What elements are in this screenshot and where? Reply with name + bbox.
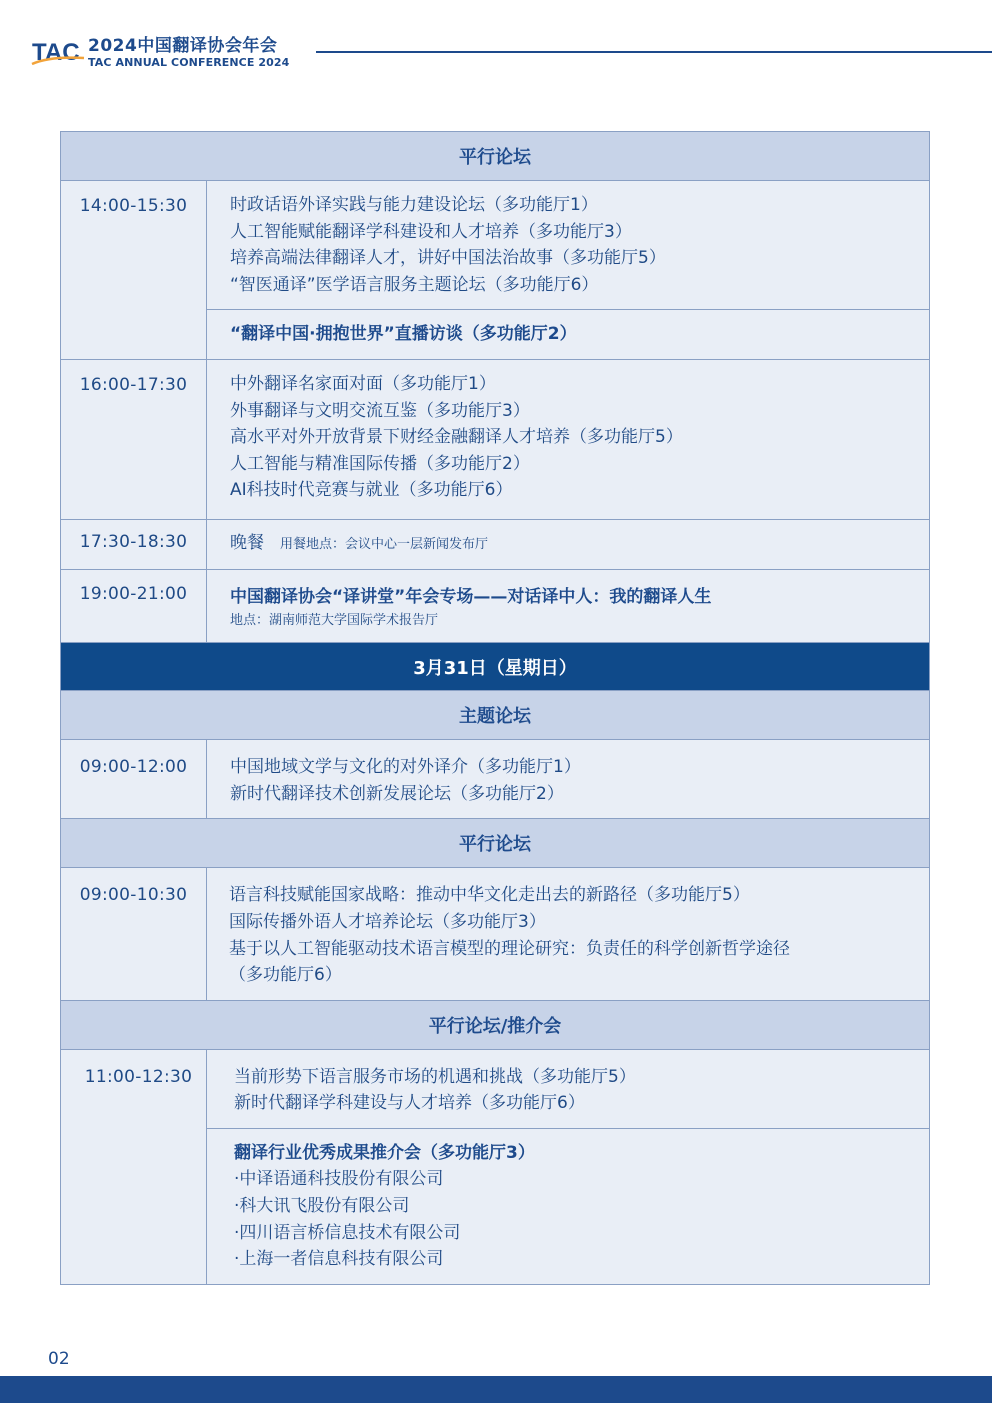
- session-item: 培养高端法律翻译人才，讲好中国法治故事（多功能厅5）: [230, 248, 666, 269]
- table-row: [61, 1050, 929, 1284]
- promotion-title: 翻译行业优秀成果推介会（多功能厅3）: [234, 1142, 535, 1163]
- tac-logo: [30, 34, 86, 68]
- session-list: [207, 868, 929, 999]
- table-row: [61, 520, 929, 570]
- content-cell: [207, 868, 929, 999]
- session-item: 中外翻译名家面对面（多功能厅1）: [230, 373, 496, 394]
- header-divider: [316, 51, 992, 53]
- session-item: 外事翻译与文明交流互鉴（多功能厅3）: [230, 400, 530, 421]
- session-item: 语言科技赋能国家战略：推动中华文化走出去的新路径（多功能厅5）: [229, 885, 750, 906]
- session-item: 中国地域文学与文化的对外译介（多功能厅1）: [230, 757, 581, 778]
- content-cell: [207, 740, 929, 818]
- content-cell: [207, 1050, 929, 1284]
- header-title-block: [88, 36, 289, 70]
- session-item: AI科技时代竞赛与就业（多功能厅6）: [230, 480, 513, 501]
- session-list: [207, 309, 929, 359]
- session-item: 当前形势下语言服务市场的机遇和挑战（多功能厅5）: [234, 1066, 636, 1087]
- section-header-parallel-forum-promotion: 平行论坛/推介会: [61, 1001, 929, 1050]
- company-item: ·四川语言桥信息技术有限公司: [234, 1222, 461, 1243]
- session-list: [207, 740, 929, 818]
- content-cell: [207, 181, 929, 359]
- company-item: ·科大讯飞股份有限公司: [234, 1196, 410, 1217]
- session-item: 基于以人工智能驱动技术语言模型的理论研究：负责任的科学创新哲学途径: [229, 938, 790, 959]
- session-list: [207, 570, 929, 643]
- promotion-list: [207, 1128, 929, 1284]
- session-item-bold: “翻译中国·拥抱世界”直播访谈（多功能厅2）: [230, 324, 577, 345]
- section-header-parallel-forum: 平行论坛: [61, 132, 929, 181]
- session-list: [207, 360, 929, 519]
- session-list: [207, 520, 929, 569]
- session-item: “智医通译”医学语言服务主题论坛（多功能厅6）: [230, 274, 599, 295]
- company-item: ·上海一者信息科技有限公司: [234, 1249, 444, 1270]
- session-item: 新时代翻译技术创新发展论坛（多功能厅2）: [230, 783, 564, 804]
- session-item: 高水平对外开放背景下财经金融翻译人才培养（多功能厅5）: [230, 427, 683, 448]
- header-title-en: TAC ANNUAL CONFERENCE 2024: [88, 56, 290, 69]
- schedule-table: [60, 131, 930, 1285]
- session-item: 人工智能与精准国际传播（多功能厅2）: [230, 453, 530, 474]
- table-row: [61, 740, 929, 819]
- company-item: ·中译语通科技股份有限公司: [234, 1169, 444, 1190]
- time-cell: 16:00-17:30: [61, 360, 207, 519]
- section-header-parallel-forum: 平行论坛: [61, 819, 929, 868]
- session-list: [207, 181, 929, 309]
- table-row: [61, 181, 929, 360]
- page-header: [0, 0, 992, 80]
- session-item: （多功能厅6）: [229, 965, 342, 986]
- event-location: 地点：湖南师范大学国际学术报告厅: [230, 613, 439, 629]
- footer-bar: [0, 1376, 992, 1403]
- session-item-bold: 中国翻译协会“译讲堂”年会专场——对话译中人：我的翻译人生: [230, 586, 712, 607]
- time-cell: 17:30-18:30: [61, 520, 207, 569]
- table-row: [61, 570, 929, 644]
- session-list: [207, 1050, 929, 1128]
- time-cell: 09:00-12:00: [61, 740, 207, 818]
- session-item: 时政话语外译实践与能力建设论坛（多功能厅1）: [230, 195, 598, 215]
- logo-text: TAC: [32, 39, 80, 66]
- dinner-title: 晚餐: [230, 532, 264, 553]
- header-title-cn: 2024中国翻译协会年会: [88, 36, 278, 56]
- content-cell: [207, 520, 929, 569]
- time-cell: 11:00-12:30: [61, 1050, 207, 1284]
- time-cell: 19:00-21:00: [61, 570, 207, 643]
- section-header-theme-forum: 主题论坛: [61, 691, 929, 740]
- dinner-line: [230, 530, 929, 559]
- content-cell: [207, 360, 929, 519]
- session-item: 人工智能赋能翻译学科建设和人才培养（多功能厅3）: [230, 221, 632, 242]
- table-row: [61, 868, 929, 1000]
- time-cell: 09:00-10:30: [61, 868, 207, 999]
- dinner-location: 用餐地点：会议中心一层新闻发布厅: [280, 536, 489, 552]
- session-item: 国际传播外语人才培养论坛（多功能厅3）: [229, 911, 546, 932]
- page-number: 02: [48, 1349, 70, 1369]
- day-header: 3月31日（星期日）: [61, 643, 929, 691]
- session-item: 新时代翻译学科建设与人才培养（多功能厅6）: [234, 1093, 585, 1114]
- table-row: [61, 360, 929, 520]
- time-cell: 14:00-15:30: [61, 181, 207, 359]
- content-cell: [207, 570, 929, 643]
